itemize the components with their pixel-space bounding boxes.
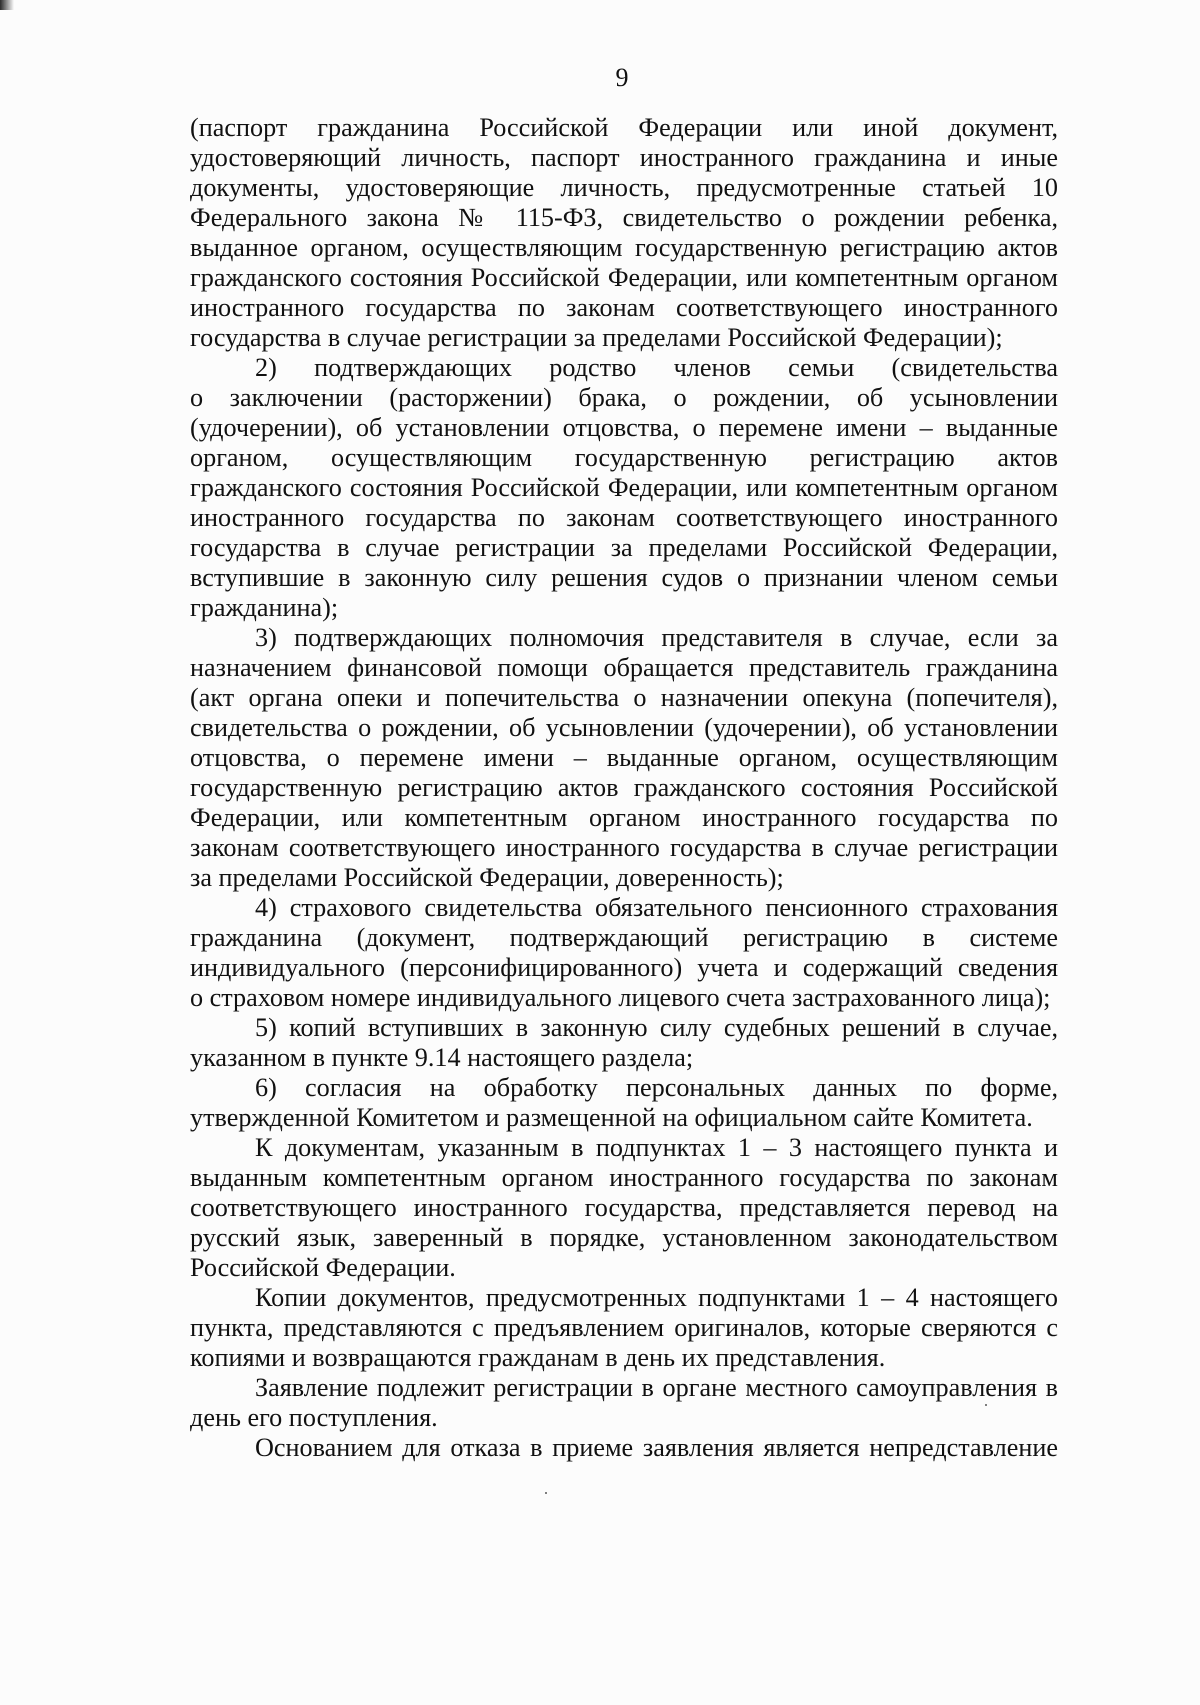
text-line: день его поступления.	[190, 1403, 438, 1432]
text-line: Копии документов, предусмотренных подпунктами 1 – 4 настоящего	[255, 1283, 1058, 1312]
text-line: вступившие в законную силу решения судов о признании членом семьи	[190, 563, 1058, 592]
text-line: иностранного государства по законам соответствующего иностранного	[190, 293, 1058, 322]
text-line: 2) подтверждающих родство членов семьи (свидетельства	[255, 353, 1058, 382]
text-line: за пределами Российской Федерации, доверенность);	[190, 863, 784, 892]
page-number: 9	[615, 63, 629, 92]
text-line: соответствующего иностранного государства, представляется перевод на	[190, 1193, 1058, 1222]
document-body	[190, 113, 1058, 1463]
text-line: удостоверяющий личность, паспорт иностранного гражданина и иные	[190, 143, 1058, 172]
text-line: Основанием для отказа в приеме заявления является непредставление	[255, 1433, 1058, 1462]
scan-speck	[545, 1492, 547, 1494]
text-line: Федерального закона № 115-ФЗ, свидетельство о рождении ребенка,	[190, 203, 1058, 232]
text-line: гражданского состояния Российской Федерации, или компетентным органом	[190, 473, 1058, 502]
text-line: выданным компетентным органом иностранного государства по законам	[190, 1163, 1058, 1192]
text-line: 6) согласия на обработку персональных данных по форме,	[255, 1073, 1058, 1102]
text-line: пункта, представляются с предъявлением оригиналов, которые сверяются с	[190, 1313, 1058, 1342]
text-line: индивидуального (персонифицированного) учета и содержащий сведения	[190, 953, 1058, 982]
text-line: документы, удостоверяющие личность, предусмотренные статьей 10	[190, 173, 1058, 202]
text-line: Заявление подлежит регистрации в органе местного самоуправления в	[255, 1373, 1058, 1402]
text-line: Российской Федерации.	[190, 1253, 456, 1282]
paragraph	[190, 893, 1058, 1013]
text-line: (акт органа опеки и попечительства о назначении опекуна (попечителя),	[190, 683, 1058, 712]
text-line: органом, осуществляющим государственную регистрацию актов	[190, 443, 1058, 472]
paragraph	[190, 1133, 1058, 1283]
text-line: законам соответствующего иностранного государства в случае регистрации	[190, 833, 1058, 862]
text-line: (паспорт гражданина Российской Федерации или иной документ,	[190, 113, 1058, 142]
text-line: утвержденной Комитетом и размещенной на официальном сайте Комитета.	[190, 1103, 1033, 1132]
text-line: свидетельства о рождении, об усыновлении (удочерении), об установлении	[190, 713, 1058, 742]
text-line: русский язык, заверенный в порядке, установленном законодательством	[190, 1223, 1058, 1252]
scan-edge-shadow	[0, 0, 14, 10]
text-line: гражданина (документ, подтверждающий регистрацию в системе	[190, 923, 1058, 952]
text-line: отцовства, о перемене имени – выданные органом, осуществляющим	[190, 743, 1058, 772]
paragraph	[190, 353, 1058, 623]
text-line: указанном в пункте 9.14 настоящего раздела;	[190, 1043, 694, 1072]
scan-speck	[985, 1404, 987, 1406]
text-line: копиями и возвращаются гражданам в день их представления.	[190, 1343, 886, 1372]
text-line: о страховом номере индивидуального лицевого счета застрахованного лица);	[190, 983, 1051, 1012]
text-line: иностранного государства по законам соответствующего иностранного	[190, 503, 1058, 532]
paragraph	[190, 1073, 1058, 1133]
paragraph	[190, 113, 1058, 353]
text-line: 5) копий вступивших в законную силу судебных решений в случае,	[255, 1013, 1058, 1042]
text-line: 4) страхового свидетельства обязательного пенсионного страхования	[255, 893, 1058, 922]
text-line: государства в случае регистрации за пределами Российской Федерации);	[190, 323, 1003, 352]
paragraph	[190, 623, 1058, 893]
text-line: К документам, указанным в подпунктах 1 – 3 настоящего пункта и	[255, 1133, 1058, 1162]
text-line: гражданина);	[190, 593, 339, 622]
text-line: (удочерении), об установлении отцовства, о перемене имени – выданные	[190, 413, 1058, 442]
paragraph	[190, 1373, 1058, 1433]
paragraph	[190, 1283, 1058, 1373]
paragraph	[190, 1013, 1058, 1073]
paragraph	[190, 1433, 1058, 1463]
text-line: государства в случае регистрации за пределами Российской Федерации,	[190, 533, 1058, 562]
text-line: о заключении (расторжении) брака, о рождении, об усыновлении	[190, 383, 1058, 412]
text-line: Федерации, или компетентным органом иностранного государства по	[190, 803, 1058, 832]
text-line: назначением финансовой помощи обращается представитель гражданина	[190, 653, 1058, 682]
text-line: 3) подтверждающих полномочия представителя в случае, если за	[255, 623, 1058, 652]
text-line: выданное органом, осуществляющим государственную регистрацию актов	[190, 233, 1058, 262]
text-line: гражданского состояния Российской Федерации, или компетентным органом	[190, 263, 1058, 292]
text-line: государственную регистрацию актов гражданского состояния Российской	[190, 773, 1058, 802]
